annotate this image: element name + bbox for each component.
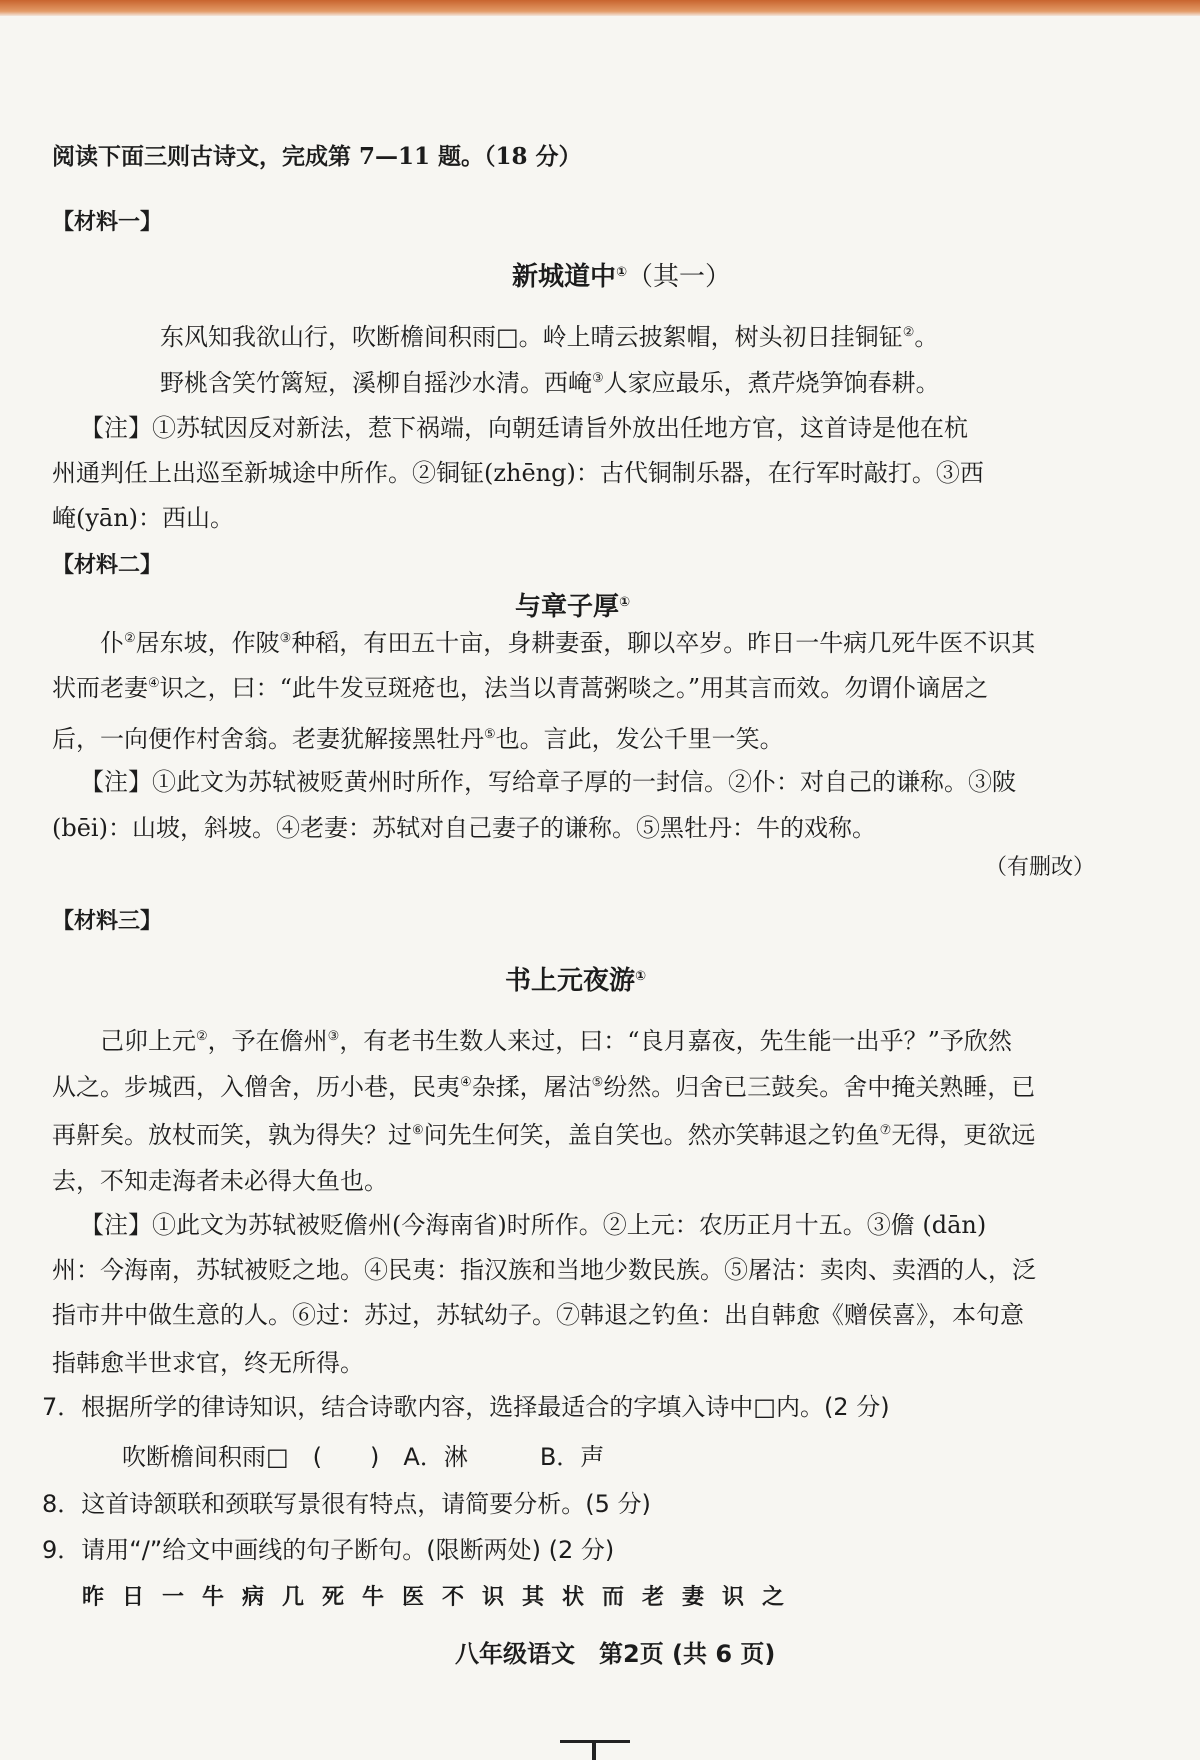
material-2-note-line-2: (bēi)：山坡，斜坡。④老妻：苏轼对自己妻子的谦称。⑤黑牡丹：牛的戏称。 [52,814,876,842]
material-3-para-line-3: 再鼾矣。放杖而笑，孰为得失？过⑥问先生何笑，盖自笑也。然亦笑韩退之钓鱼⑦无得，更欲远 [52,1121,1036,1149]
material-2-para-line-3: 后，一向便作村舍翁。老妻犹解接黑牡丹⑤也。言此，发公千里一笑。 [52,725,784,753]
question-8: 8．这首诗颔联和颈联写景很有特点，请简要分析。(5 分) [42,1490,651,1518]
material-1-header: 【材料一】 [52,210,163,235]
material-3-note-line-3: 指市井中做生意的人。⑥过：苏过，苏轼幼子。⑦韩退之钓鱼：出自韩愈《赠侯喜》，本句意 [52,1301,1024,1329]
poem-line-1: 东风知我欲山行，吹断檐间积雨□。岭上晴云披絮帽，树头初日挂铜钲②。 [160,323,939,351]
source-note: （有删改） [985,855,1096,880]
material-2-header: 【材料二】 [52,553,163,578]
material-1-title: 新城道中①（其一） [512,262,732,292]
material-2-para-line-2: 状而老妻④识之，曰：“此牛发豆斑疮也，法当以青蒿粥啖之。”用其言而效。勿谓仆谪居之 [52,674,989,702]
page-footer: 八年级语文 第2页 (共 6 页) [455,1640,776,1668]
material-3-para-line-2: 从之。步城西，入僧舍，历小巷，民夷④杂揉，屠沽⑤纷然。归舍已三鼓矣。舍中掩关熟睡，已 [52,1073,1036,1101]
material-2-title: 与章子厚① [515,592,631,622]
section-intro: 阅读下面三则古诗文，完成第 7—11 题。（18 分） [52,143,582,170]
material-3-note-line-4: 指韩愈半世求官，终无所得。 [52,1349,364,1377]
binding-mark-stem [592,1740,596,1760]
question-9: 9．请用“/”给文中画线的句子断句。(限断两处) (2 分) [42,1536,615,1564]
question-7-options: 吹断檐间积雨□ ( ) A．淋 B．声 [122,1443,605,1471]
material-3-para-line-1: 己卯上元②，予在儋州③，有老书生数人来过，曰：“良月嘉夜，先生能一出乎？”予欣然 [100,1027,1012,1055]
material-3-header: 【材料三】 [52,909,163,934]
material-1-note-line-1: 【注】①苏轼因反对新法，惹下祸端，向朝廷请旨外放出任地方官，这首诗是他在杭 [80,414,968,442]
material-1-note-line-2: 州通判任上出巡至新城途中所作。②铜钲(zhēng)：古代铜制乐器，在行军时敲打。③西 [52,459,984,487]
material-2-para-line-1: 仆②居东坡，作陂③种稻，有田五十亩，身耕妻蚕，聊以卒岁。昨日一牛病几死牛医不识其 [100,629,1036,657]
question-7: 7．根据所学的律诗知识，结合诗歌内容，选择最适合的字填入诗中□内。(2 分) [42,1393,890,1421]
material-3-para-line-4: 去，不知走海者未必得大鱼也。 [52,1167,388,1195]
material-1-note-line-3: 崦(yān)：西山。 [52,504,235,532]
question-9-sentence: 昨日一牛病几死牛医不识其状而老妻识之 [82,1584,803,1610]
material-3-note-line-2: 州：今海南，苏轼被贬之地。④民夷：指汉族和当地少数民族。⑤屠沽：卖肉、卖酒的人，泛 [52,1256,1036,1284]
material-2-note-line-1: 【注】①此文为苏轼被贬黄州时所作，写给章子厚的一封信。②仆：对自己的谦称。③陂 [80,768,1016,796]
material-3-note-line-1: 【注】①此文为苏轼被贬儋州(今海南省)时所作。②上元：农历正月十五。③儋 (dān) [80,1211,987,1239]
poem-line-2: 野桃含笑竹篱短，溪柳自摇沙水清。西崦③人家应最乐，煮芹烧笋饷春耕。 [160,369,940,397]
material-3-title: 书上元夜游① [505,966,647,996]
